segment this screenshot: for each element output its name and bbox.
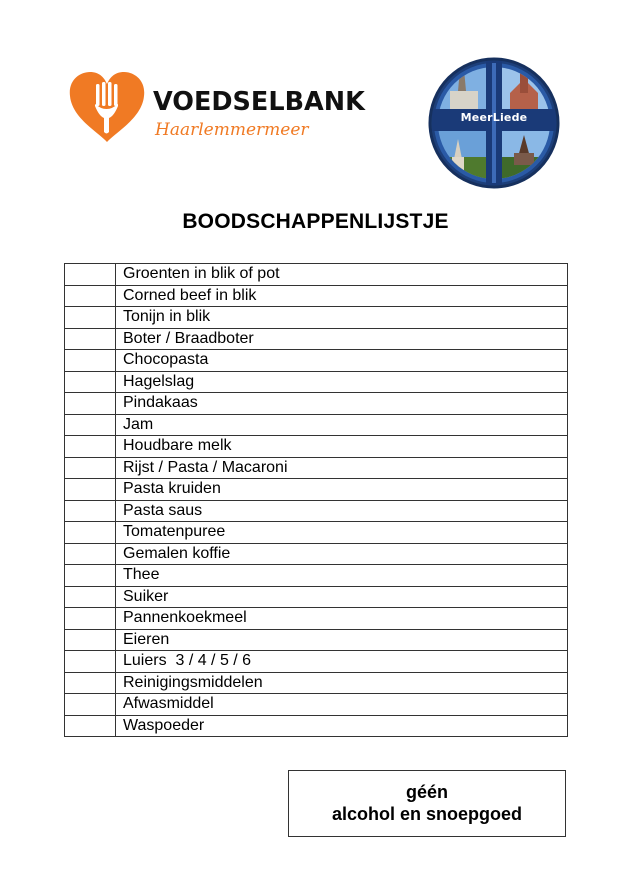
checkbox-cell[interactable] — [65, 371, 116, 393]
list-item — [65, 436, 568, 458]
checkbox-cell[interactable] — [65, 586, 116, 608]
brand-name: VOEDSELBANK — [153, 87, 365, 117]
checkbox-cell[interactable] — [65, 543, 116, 565]
checkbox-cell[interactable] — [65, 436, 116, 458]
list-item — [65, 414, 568, 436]
checkbox-cell[interactable] — [65, 414, 116, 436]
checkbox-cell[interactable] — [65, 350, 116, 372]
note-box — [288, 770, 566, 837]
list-item — [65, 586, 568, 608]
checkbox-cell[interactable] — [65, 328, 116, 350]
list-item — [65, 264, 568, 286]
item-label: Pannenkoekmeel — [116, 608, 568, 630]
item-label: Pasta saus — [116, 500, 568, 522]
item-label: Rijst / Pasta / Macaroni — [116, 457, 568, 479]
list-item — [65, 651, 568, 673]
item-label: Houdbare melk — [116, 436, 568, 458]
list-item — [65, 715, 568, 737]
list-item — [65, 307, 568, 329]
list-item — [65, 393, 568, 415]
item-label: Boter / Braadboter — [116, 328, 568, 350]
emblem-label: MeerLiede — [460, 111, 528, 124]
item-label: Corned beef in blik — [116, 285, 568, 307]
item-label: Thee — [116, 565, 568, 587]
list-item — [65, 629, 568, 651]
checkbox-cell[interactable] — [65, 672, 116, 694]
meerliede-logo — [428, 57, 560, 189]
item-label: Hagelslag — [116, 371, 568, 393]
checkbox-cell[interactable] — [65, 608, 116, 630]
note-line-1: géén — [405, 782, 448, 802]
list-item — [65, 479, 568, 501]
checkbox-cell[interactable] — [65, 500, 116, 522]
item-label: Luiers 3 / 4 / 5 / 6 — [116, 651, 568, 673]
checkbox-cell[interactable] — [65, 457, 116, 479]
list-item — [65, 543, 568, 565]
item-label: Pindakaas — [116, 393, 568, 415]
list-item — [65, 328, 568, 350]
page-title: BOODSCHAPPENLIJSTJE — [182, 210, 449, 233]
list-item — [65, 522, 568, 544]
checkbox-cell[interactable] — [65, 307, 116, 329]
checkbox-cell[interactable] — [65, 694, 116, 716]
checkbox-cell[interactable] — [65, 629, 116, 651]
item-label: Suiker — [116, 586, 568, 608]
list-item — [65, 457, 568, 479]
checkbox-cell[interactable] — [65, 522, 116, 544]
brand-subtitle: Haarlemmermeer — [155, 120, 309, 140]
checkbox-cell[interactable] — [65, 651, 116, 673]
heart-fork-icon — [68, 72, 146, 144]
voedselbank-logo — [68, 70, 365, 146]
note-line-2: alcohol en snoepgoed — [331, 804, 523, 824]
list-item — [65, 694, 568, 716]
list-item — [65, 350, 568, 372]
list-item — [65, 672, 568, 694]
item-label: Waspoeder — [116, 715, 568, 737]
item-label: Jam — [116, 414, 568, 436]
list-item — [65, 285, 568, 307]
checkbox-cell[interactable] — [65, 715, 116, 737]
checkbox-cell[interactable] — [65, 479, 116, 501]
item-label: Groenten in blik of pot — [116, 264, 568, 286]
shopping-list-table — [64, 263, 568, 737]
item-label: Eieren — [116, 629, 568, 651]
item-label: Afwasmiddel — [116, 694, 568, 716]
list-item — [65, 371, 568, 393]
checkbox-cell[interactable] — [65, 264, 116, 286]
item-label: Reinigingsmiddelen — [116, 672, 568, 694]
checkbox-cell[interactable] — [65, 393, 116, 415]
list-item — [65, 608, 568, 630]
item-label: Pasta kruiden — [116, 479, 568, 501]
list-item — [65, 500, 568, 522]
item-label: Gemalen koffie — [116, 543, 568, 565]
item-label: Tomatenpuree — [116, 522, 568, 544]
checkbox-cell[interactable] — [65, 565, 116, 587]
item-label: Chocopasta — [116, 350, 568, 372]
list-item — [65, 565, 568, 587]
checkbox-cell[interactable] — [65, 285, 116, 307]
item-label: Tonijn in blik — [116, 307, 568, 329]
